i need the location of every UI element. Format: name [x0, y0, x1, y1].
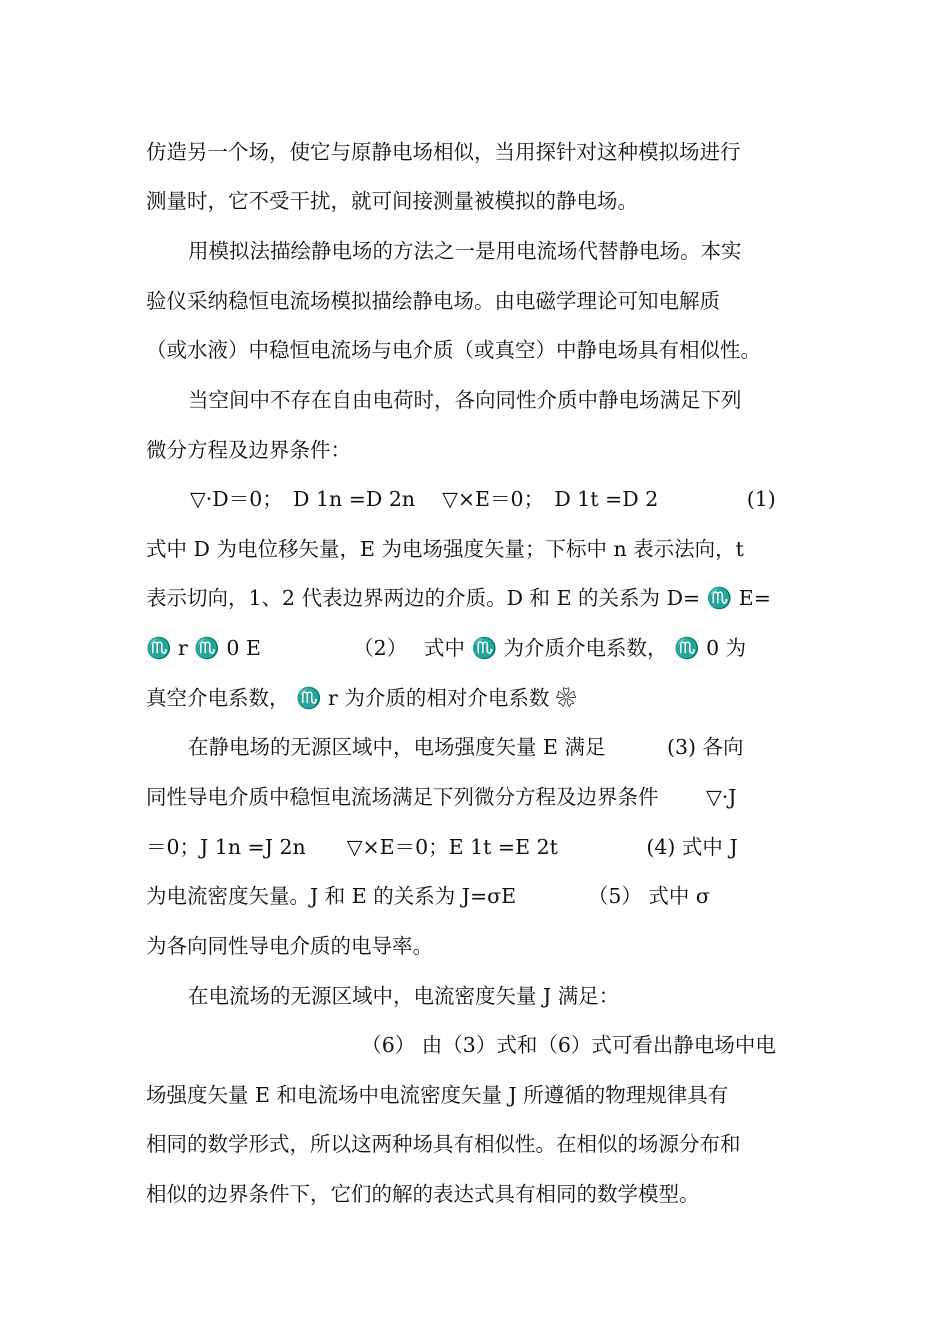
text-line-7: 微分方程及边界条件：: [146, 438, 351, 462]
text-line-12: 真空介电系数， ♏ r 为介质的相对介电系数 ❀: [146, 686, 577, 710]
text-line-3: 用模拟法描绘静电场的方法之一是用电流场代替静电场。本实: [188, 239, 742, 263]
text-line-9: 式中 D 为电位移矢量，E 为电场强度矢量；下标中 n 表示法向，t: [146, 537, 744, 561]
equation-line-1: ▽·D＝0； D 1n =D 2n ▽×E＝0； D 1t =D 2 (1): [190, 487, 776, 511]
text-line-2: 测量时，它不受干扰，就可间接测量被模拟的静电场。: [146, 189, 638, 213]
text-line-1: 仿造另一个场，使它与原静电场相似，当用探针对这种模拟场进行: [146, 140, 741, 164]
text-line-18: 在电流场的无源区域中，电流密度矢量 J 满足：: [188, 984, 620, 1008]
text-line-13: 在静电场的无源区域中，电场强度矢量 E 满足 (3) 各向: [188, 735, 744, 759]
text-line-20: 场强度矢量 E 和电流场中电流密度矢量 J 所遵循的物理规律具有: [146, 1083, 729, 1107]
text-line-11: ♏ r ♏ 0 E （2） 式中 ♏ 为介质介电系数， ♏ 0 为: [146, 636, 747, 660]
text-line-10: 表示切向，1、2 代表边界两边的介质。D 和 E 的关系为 D= ♏ E=: [146, 586, 771, 610]
text-line-19: （6） 由（3）式和（6）式可看出静电场中电: [146, 1033, 776, 1057]
text-line-5: （或水液）中稳恒电流场与电介质（或真空）中静电场具有相似性。: [146, 338, 761, 362]
text-line-17: 为各向同性导电介质的电导率。: [146, 934, 433, 958]
text-line-22: 相似的边界条件下，它们的解的表达式具有相同的数学模型。: [146, 1182, 700, 1206]
text-line-14: 同性导电介质中稳恒电流场满足下列微分方程及边界条件 ▽·J: [146, 785, 737, 809]
text-line-4: 验仪采纳稳恒电流场模拟描绘静电场。由电磁学理论可知电解质: [146, 289, 720, 313]
text-line-6: 当空间中不存在自由电荷时，各向同性介质中静电场满足下列: [188, 388, 742, 412]
text-line-15: ＝0；J 1n =J 2n ▽×E＝0；E 1t =E 2t (4) 式中 J: [146, 835, 738, 859]
text-line-16: 为电流密度矢量。J 和 E 的关系为 J=σE （5） 式中 σ: [146, 884, 710, 908]
text-line-21: 相同的数学形式，所以这两种场具有相似性。在相似的场源分布和: [146, 1132, 741, 1156]
